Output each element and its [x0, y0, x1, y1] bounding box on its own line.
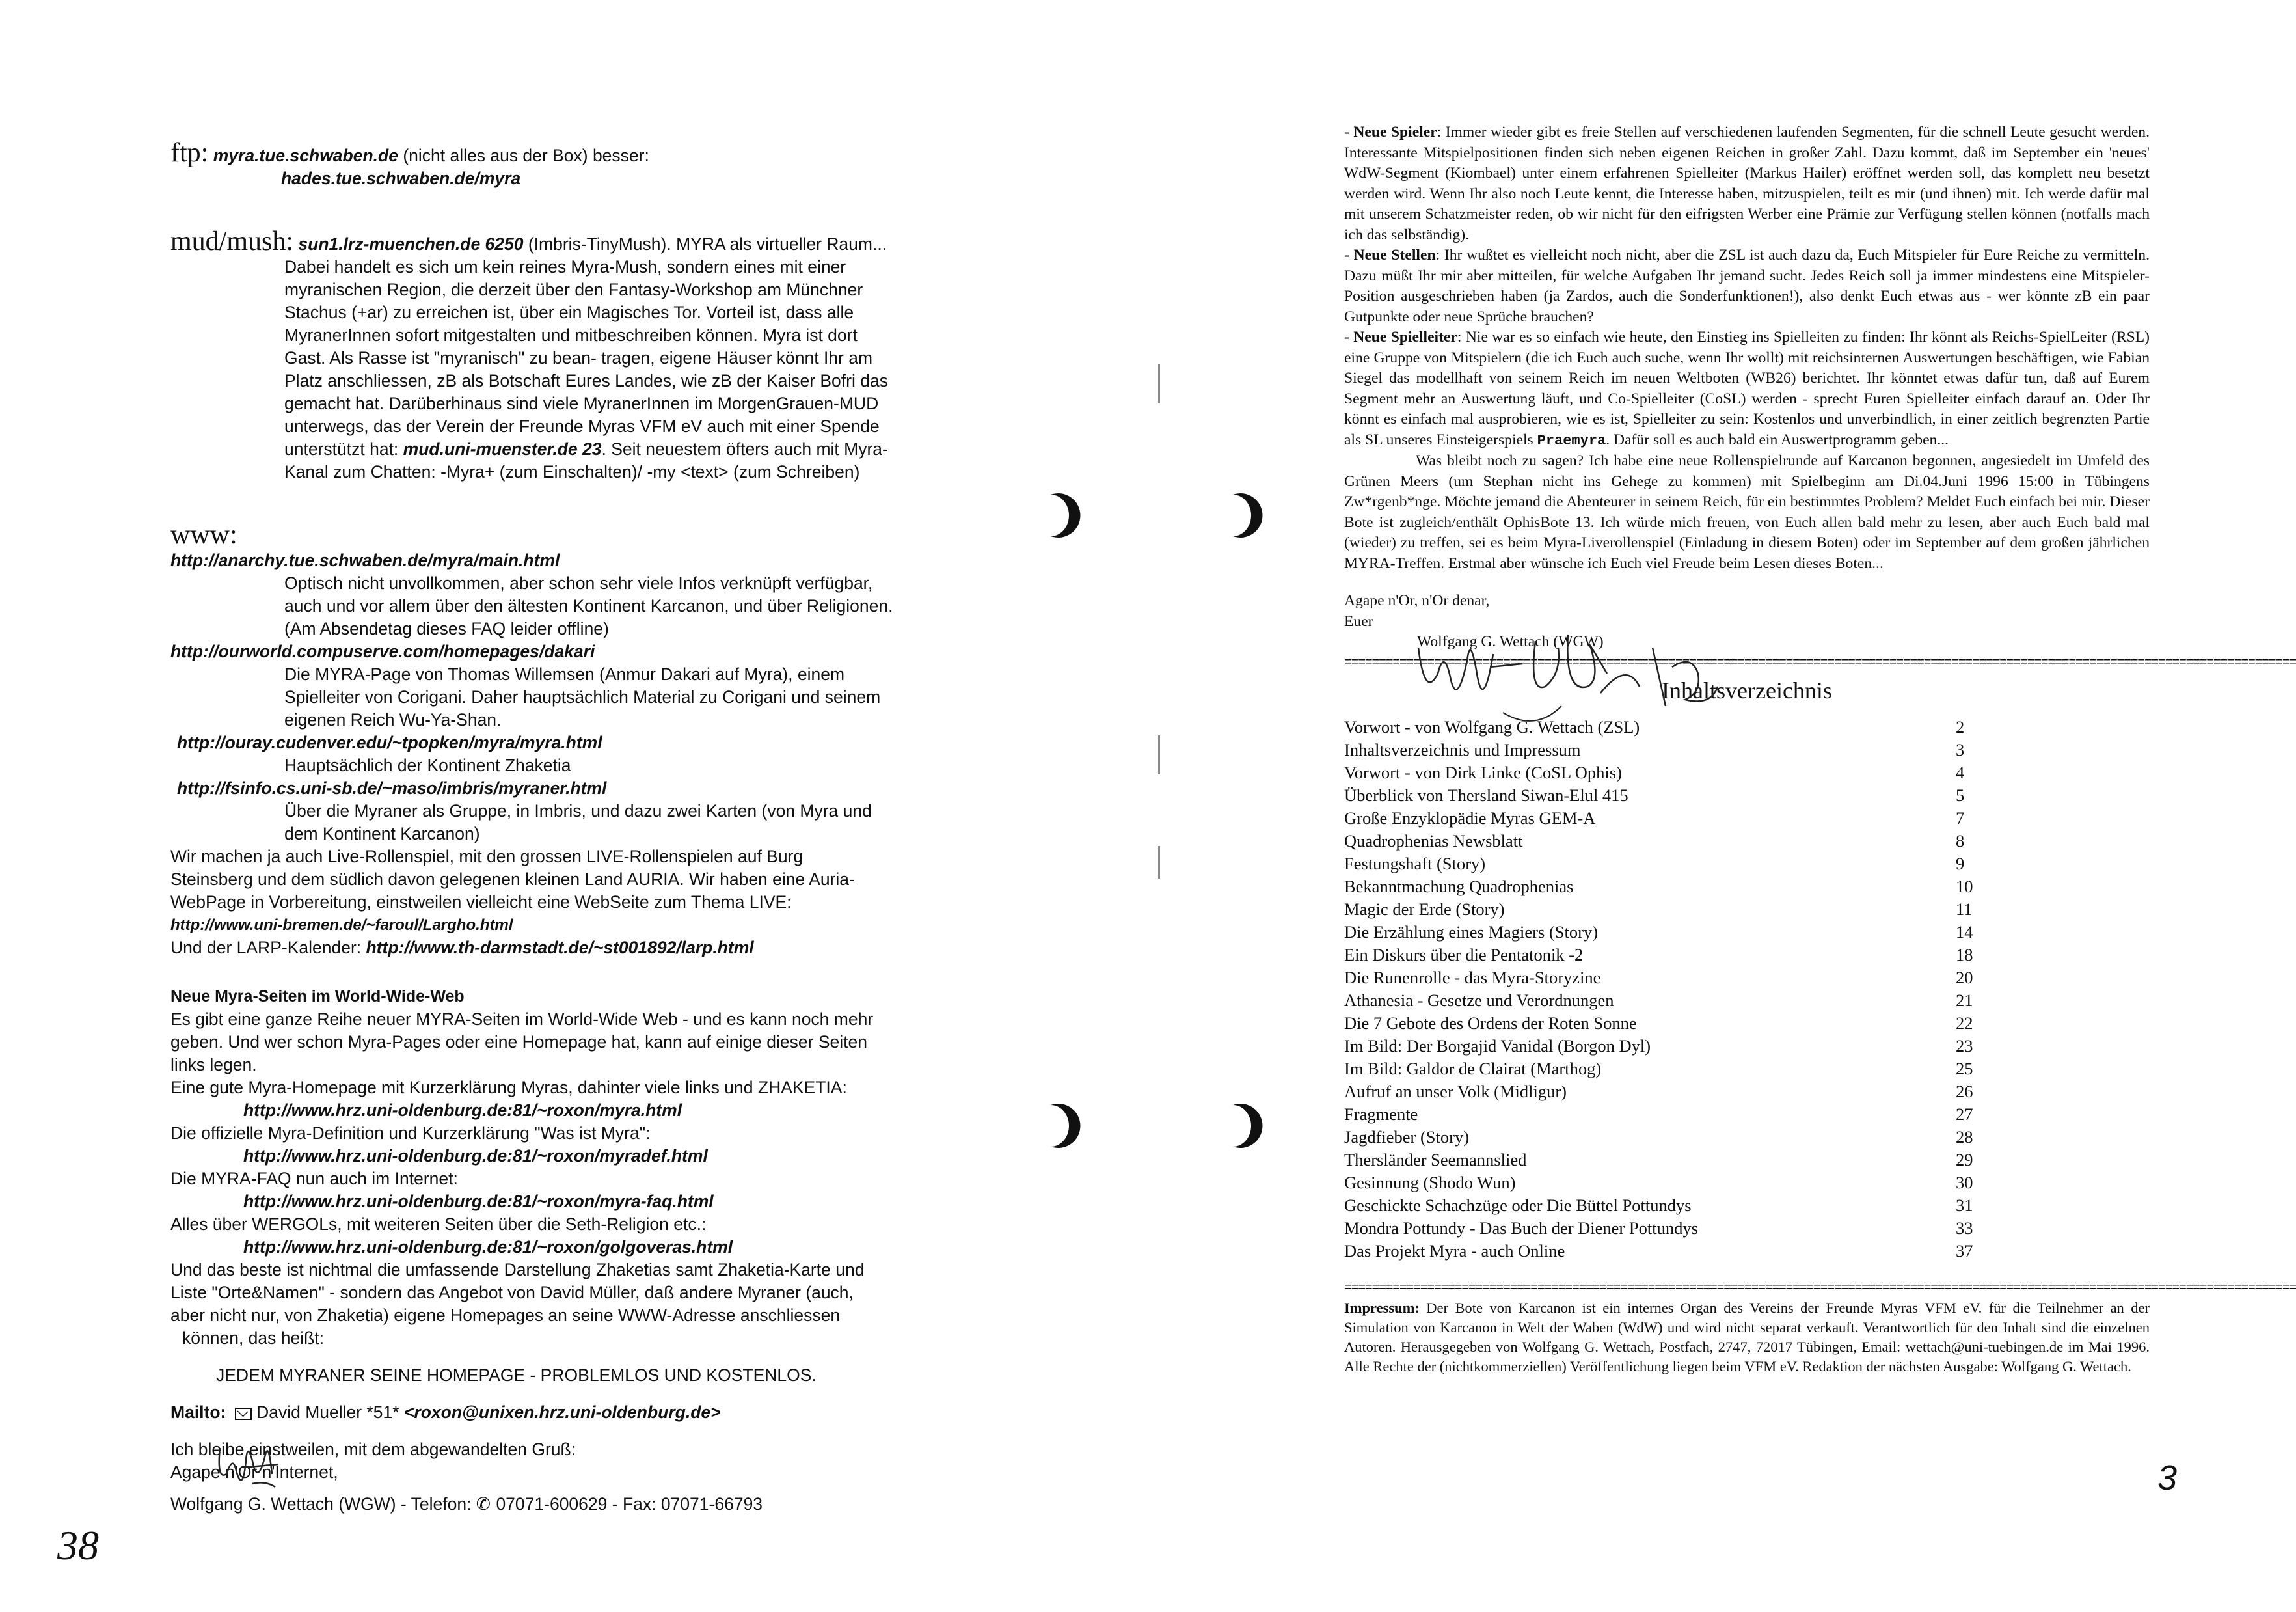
crescent-icon	[1217, 489, 1269, 541]
live-line-1: Steinsberg und dem südlich davon gelegenen kleinen Land AURIA. Wir haben eine Auria-	[170, 869, 855, 889]
crescent-icon	[1034, 1100, 1087, 1152]
crescent-icon	[1217, 1100, 1269, 1152]
mud-line-4: MyranerInnen sofort mitgestalten und mitbeschreiben können. Myra ist dort	[284, 325, 858, 345]
toc-row[interactable]: Vorwort - von Wolfgang G. Wettach (ZSL) 2	[1344, 717, 1965, 737]
www-desc-3-1: dem Kontinent Karcanon)	[284, 824, 480, 843]
neue-outro-0: Und das beste ist nichtmal die umfassende Darstellung Zhaketias samt Zhaketia-Karte und	[170, 1260, 865, 1279]
toc-row[interactable]: Quadrophenias Newsblatt 8	[1344, 830, 1965, 851]
mud-line-7: gemacht hat. Darüberhinaus sind viele MyranerInnen im MorgenGrauen-MUD	[284, 394, 879, 413]
www-desc-1-2: eigenen Reich Wu-Ya-Shan.	[284, 710, 502, 730]
toc-row[interactable]: Thersländer Seemannslied 29	[1344, 1149, 1973, 1169]
toc-row[interactable]: Ein Diskurs über die Pentatonik -2 18	[1344, 944, 1973, 964]
larp-url[interactable]: http://www.th-darmstadt.de/~st001892/larp.html	[366, 938, 754, 957]
www-desc-1-0: Die MYRA-Page von Thomas Willemsen (Anmur Dakari auf Myra), einem	[284, 664, 845, 684]
separator-top: ==========================================================================================================================================	[1344, 655, 2296, 670]
mud-line-8: unterwegs, das der Verein der Freunde Myras VFM eV auch mit einer Spende	[284, 417, 880, 436]
live-url[interactable]: http://www.uni-bremen.de/~faroul/Largho.html	[170, 916, 513, 934]
handwritten-signature-right	[1405, 622, 1731, 732]
larp-line	[170, 936, 992, 959]
toc-row[interactable]: Im Bild: Der Borgajid Vanidal (Borgon Dyl) 23	[1344, 1035, 1973, 1056]
impressum-label: Impressum:	[1344, 1300, 1420, 1316]
page-number-right: 3	[2157, 1458, 2178, 1497]
toc-row[interactable]: Die 7 Gebote des Ordens der Roten Sonne 22	[1344, 1013, 1973, 1033]
margin-mark	[1158, 364, 1160, 403]
toc-row[interactable]: Das Projekt Myra - auch Online 37	[1344, 1240, 1973, 1261]
para-neue-spielleiter	[1344, 327, 2150, 451]
phone-icon: ✆	[476, 1494, 496, 1514]
neue-intro-0: Es gibt eine ganze Reihe neuer MYRA-Seiten im World-Wide Web - und es kann noch mehr	[170, 1009, 874, 1029]
mud-last-line	[284, 438, 992, 461]
www-desc-1-1: Spielleiter von Corigani. Daher hauptsächlich Material zu Corigani und seinem	[284, 687, 881, 707]
neue-outro-2: aber nicht nur, von Zhaketia) eigene Homepages an seine WWW-Adresse anschliessen	[170, 1305, 841, 1325]
right-column	[1344, 122, 2296, 1376]
lead-neue-spieler: - Neue Spieler	[1344, 124, 1437, 141]
table-of-contents	[1344, 716, 1995, 1263]
closing-line-1: Ich bleibe einstweilen, mit dem abgewandelten Gruß:	[170, 1440, 576, 1459]
sign-line-1: Agape n'Or, n'Or denar,	[1344, 592, 1490, 609]
toc-row[interactable]: Inhaltsverzeichnis und Impressum 3	[1344, 739, 1965, 759]
www-label: www:	[170, 520, 237, 550]
praemyra: Praemyra	[1537, 432, 1606, 449]
ftp-url-2[interactable]: hades.tue.schwaben.de/myra	[281, 169, 521, 188]
closing-line-2: Agape n'Or n'Internet,	[170, 1462, 338, 1482]
mud-line-6: Platz anschliessen, zB als Botschaft Eures Landes, wie zB der Kaiser Bofri das	[284, 371, 888, 390]
impressum-text: Der Bote von Karcanon ist ein internes Organ des Vereins der Freunde Myras VFM eV. für die Teilnehmer an der Simulation von Karcanon in Welt der Waben (WdW) und wird nicht separat verkauft. Verantwortlich für den Inhalt sind die einzelnen Autoren. Herausgegeben von Wolfgang G. Wettach, Postfach, 2747, 72017 Tübingen, Email: wettach@uni-tuebingen.de im Mai 1996. Alle Rechte der (nichtkommerziellen) Veröffentlichung liegen beim VFM eV. Redaktion der nächsten Ausgabe: Wolfgang G. Wettach.	[1344, 1300, 2150, 1374]
neue-heading: Neue Myra-Seiten im World-Wide-Web	[170, 987, 465, 1005]
para-neue-spieler	[1344, 122, 2150, 245]
mud-label: mud/mush:	[170, 226, 294, 256]
ftp-url-1[interactable]: myra.tue.schwaben.de	[213, 146, 398, 165]
mud-line-3: Stachus (+ar) zu erreichen ist, über ein Magisches Tor. Vorteil ist, dass alle	[284, 303, 854, 322]
www-url-0[interactable]: http://anarchy.tue.schwaben.de/myra/main.html	[170, 551, 560, 570]
mud-description	[170, 256, 992, 484]
mailto-line	[170, 1401, 992, 1424]
toc-row[interactable]: Jagdfieber (Story) 28	[1344, 1127, 1973, 1147]
toc-row[interactable]: Bekanntmachung Quadrophenias 10	[1344, 876, 1973, 896]
phone-number: 07071-600629	[496, 1494, 608, 1514]
closing-name: Wolfgang G. Wettach (WGW) - Telefon:	[170, 1494, 476, 1514]
page-number-left: 38	[57, 1522, 99, 1568]
neue-intro-1: geben. Und wer schon Myra-Pages oder eine Homepage hat, kann auf einige dieser Seiten	[170, 1032, 867, 1052]
neue-item-0-url[interactable]: http://www.hrz.uni-oldenburg.de:81/~roxon/myra.html	[243, 1100, 682, 1120]
mud-line-1: Dabei handelt es sich um kein reines Myra-Mush, sondern eines mit einer	[284, 257, 846, 277]
text-neue-stellen: : Ihr wußtet es vielleicht noch nicht, aber die ZSL ist auch dazu da, Euch Mitspieler für Eure Reiche zu vermitteln. Dazu müßt Ihr mir aber mitteilen, für welche Aufgaben Ihr jemand sucht. Jedes Reich soll ja immer mindestens eine Mitspieler-Position ausgeschrieben haben (ja Zardos, auch die Sonderfunktionen!), also denkt Euch etwas aus - wer könnte zB ein paar Gutpunkte oder neue Sprüche brauchen?	[1344, 247, 2150, 325]
toc-row[interactable]: Große Enzyklopädie Myras GEM-A 7	[1344, 808, 1965, 828]
www-desc-0-2: (Am Absendetag dieses FAQ leider offline)	[284, 619, 609, 638]
ftp-line	[170, 138, 992, 168]
www-desc-2	[170, 754, 992, 777]
www-url-1[interactable]: http://ourworld.compuserve.com/homepages/dakari	[170, 642, 595, 661]
toc-row[interactable]: Athanesia - Gesetze und Verordnungen 21	[1344, 990, 1973, 1010]
mud-muenster-url[interactable]: mud.uni-muenster.de 23	[403, 439, 602, 459]
toc-row[interactable]: Fragmente 27	[1344, 1104, 1973, 1124]
neue-intro-2: links legen.	[170, 1055, 257, 1074]
mud-chat-line: Kanal zum Chatten: -Myra+ (zum Einschalten)/ -my <text> (zum Schreiben)	[284, 462, 860, 482]
toc-row[interactable]: Gesinnung (Shodo Wun) 30	[1344, 1172, 1973, 1192]
crescent-icon	[1034, 489, 1087, 541]
tail-neue-spielleiter: . Dafür soll es auch bald ein Auswertprogramm geben...	[1606, 431, 1949, 448]
toc-row[interactable]: Überblick von Thersland Siwan-Elul 415 5	[1344, 785, 1965, 805]
sign-line-3: Wolfgang G. Wettach (WGW)	[1417, 633, 1604, 650]
mud-last-pre: unterstützt hat:	[284, 439, 403, 459]
neue-item-1-text: Die offizielle Myra-Definition und Kurzerklärung "Was ist Myra":	[170, 1123, 651, 1143]
ftp-label: ftp:	[170, 138, 209, 168]
lead-neue-stellen: - Neue Stellen	[1344, 247, 1436, 264]
larp-pre: Und der LARP-Kalender:	[170, 938, 366, 957]
mail-envelope-icon	[235, 1408, 252, 1420]
live-line-2: WebPage in Vorbereitung, einstweilen vielleicht eine WebSeite zum Thema LIVE:	[170, 892, 792, 912]
www-desc-1	[170, 663, 992, 731]
neue-item-2-text: Die MYRA-FAQ nun auch im Internet:	[170, 1169, 458, 1188]
neue-item-1-url[interactable]: http://www.hrz.uni-oldenburg.de:81/~roxon/myradef.html	[243, 1146, 708, 1166]
toc-row[interactable]: Aufruf an unser Volk (Midligur) 26	[1344, 1081, 1973, 1101]
ftp-url-2-line	[170, 167, 992, 190]
mailto-name: David Mueller *51*	[251, 1402, 404, 1422]
toc-title: Inhaltsverzeichnis	[1662, 677, 1832, 704]
toc-row[interactable]: Geschickte Schachzüge oder Die Büttel Pottundys 31	[1344, 1195, 1973, 1215]
closing-paragraph: Was bleibt noch zu sagen? Ich habe eine neue Rollenspielrunde auf Karcanon begonnen, angesiedelt im Umfeld des Grünen Meers (um Stephan nicht ins Gehege zu kommen) mit Spielbeginn am Di.04.Juni 1996 15:00 in Tübingens Zw*rgenb*nge. Möchte jemand die Abenteurer in seinem Reich, für ein bestimmtes Problem? Meldet Euch einfach bei mir. Dieser Bote ist zugleich/enthält OphisBote 13. Ich würde mich freuen, von Euch allen bald mehr zu lesen, aber auch Euch bald mal (wieder) zu treffen, sei es beim Myra-Liverollenspiel (Einladung in diesem Boten) oder im September auf dem großen jährlichen MYRA-Treffen. Erstmal aber wünsche ich Euch viel Freude beim Lesen dieses Boten...	[1344, 452, 2150, 572]
mud-last-post: . Seit neuestem öfters auch mit Myra-	[601, 439, 888, 459]
handwritten-signature-left	[207, 1435, 285, 1507]
toc-row[interactable]: Die Runenrolle - das Myra-Storyzine 20	[1344, 967, 1973, 987]
toc-row[interactable]: Im Bild: Galdor de Clairat (Marthog) 25	[1344, 1058, 1973, 1078]
neue-outro-3: können, das heißt:	[182, 1328, 325, 1348]
fax-number: - Fax: 07071-66793	[607, 1494, 763, 1514]
toc-row[interactable]: Die Erzählung eines Magiers (Story) 14	[1344, 922, 1973, 942]
closing-line-3	[170, 1493, 992, 1516]
margin-mark	[1158, 846, 1160, 879]
www-url-3[interactable]: http://fsinfo.cs.uni-sb.de/~maso/imbris/myraner.html	[177, 778, 607, 798]
live-line-0: Wir machen ja auch Live-Rollenspiel, mit den grossen LIVE-Rollenspielen auf Burg	[170, 847, 804, 866]
separator-bottom: ==========================================================================================================================================	[1344, 1280, 2296, 1296]
text-neue-spielleiter: : Nie war es so einfach wie heute, den Einstieg ins Spielleiten zu finden: Ihr könnt als Reichs-SpielLeiter (RSL) eine Gruppe von Mitspielern (die ich Euch auch suche, wenn Ihr wollt) mit reichsinternen Auswertungen beschäftigen, wie Fabian Siegel das modellhaft von seinem Reich im neuen Weltboten (WB26) berichtet. Ihr könntet etwas dafür tun, daß auf Eurem Segment mehr an Auswertung läuft, und Co-Spielleiter (CoSL) werden - sprecht Euren Spielleiter einfach darauf an. Oder Ihr könnt es einfach mal ausprobieren, wie es ist, Spielleiter zu sein: Kostenlos und unverbindlich, in einer zeitlich begrenzten Partie als SL unseres Einsteigerspiels	[1344, 329, 2150, 448]
www-desc-0-0: Optisch nicht unvollkommen, aber schon sehr viele Infos verknüpft verfügbar,	[284, 573, 873, 593]
slogan: JEDEM MYRANER SEINE HOMEPAGE - PROBLEMLOS UND KOSTENLOS.	[216, 1365, 817, 1385]
lead-neue-spielleiter: - Neue Spielleiter	[1344, 329, 1457, 346]
margin-mark	[1158, 735, 1160, 774]
impressum	[1344, 1298, 2150, 1376]
www-label-line	[170, 520, 992, 550]
mailto-email[interactable]: <roxon@unixen.hrz.uni-oldenburg.de>	[403, 1402, 721, 1422]
left-page	[0, 0, 1141, 1612]
neue-outro-1: Liste "Orte&Namen" - sondern das Angebot von David Müller, daß andere Myraner (auch,	[170, 1283, 854, 1302]
mailto-label: Mailto:	[170, 1402, 226, 1422]
mud-line-2: myranischen Region, die derzeit über den Fantasy-Workshop am Münchner	[284, 280, 863, 299]
neue-item-3-text: Alles über WERGOLs, mit weiteren Seiten über die Seth-Religion etc.:	[170, 1214, 707, 1234]
toc-row[interactable]: Festungshaft (Story) 9	[1344, 853, 1965, 873]
left-column	[170, 138, 992, 1516]
neue-item-0-text: Eine gute Myra-Homepage mit Kurzerklärung Myras, dahinter viele links und ZHAKETIA:	[170, 1078, 847, 1097]
sign-line-2: Euer	[1344, 612, 1373, 630]
www-desc-3-0: Über die Myraner als Gruppe, in Imbris, und dazu zwei Karten (von Myra und	[284, 801, 872, 821]
www-url-2[interactable]: http://ouray.cudenver.edu/~tpopken/myra/myra.html	[177, 733, 602, 752]
www-desc-3	[170, 800, 992, 845]
toc-row[interactable]: Magic der Erde (Story) 11	[1344, 899, 1973, 919]
toc-row[interactable]: Vorwort - von Dirk Linke (CoSL Ophis) 4	[1344, 762, 1965, 782]
toc-row[interactable]: Mondra Pottundy - Das Buch der Diener Pottundys 33	[1344, 1218, 1973, 1238]
text-neue-spieler: : Immer wieder gibt es freie Stellen auf verschiedenen laufenden Segmenten, für die schnell Leute gesucht werden. Interessante Mitspielpositionen finden sich neben eigenen Reichen in großer Zahl. Dazu kommt, daß im September ein 'neues' WdW-Segment (Kiombael) unter einem erfahrenen Spielleiter (Markus Hailer) eröffnet werden soll, das komplett neu besetzt werden wird. Wenn Ihr also noch Leute kennt, die Interesse haben, mitzuspielen, teilt es mir (und ihnen) mit. Ich werde dafür mal mit unserem Schatzmeister reden, ob wir nicht für den eifrigsten Werber eine Prämie zur Verfügung stellen können (notfalls mach ich das selbständig).	[1344, 124, 2150, 243]
mud-url[interactable]: sun1.lrz-muenchen.de 6250	[298, 234, 524, 254]
www-desc-0-1: auch und vor allem über den ältesten Kontinent Karcanon, und über Religionen.	[284, 596, 893, 616]
ftp-note: (nicht alles aus der Box) besser:	[398, 146, 649, 165]
www-desc-0	[170, 572, 992, 640]
neue-item-3-url[interactable]: http://www.hrz.uni-oldenburg.de:81/~roxon/golgoveras.html	[243, 1237, 733, 1257]
www-desc-2-0: Hauptsächlich der Kontinent Zhaketia	[284, 756, 571, 775]
para-neue-stellen	[1344, 245, 2150, 327]
mud-line-0: (Imbris-TinyMush). MYRA als virtueller Raum...	[523, 234, 887, 254]
mud-line	[170, 226, 992, 256]
neue-item-2-url[interactable]: http://www.hrz.uni-oldenburg.de:81/~roxon/myra-faq.html	[243, 1192, 714, 1211]
mud-line-5: Gast. Als Rasse ist "myranisch" zu bean- tragen, eigene Häuser könnt Ihr am	[284, 348, 873, 368]
